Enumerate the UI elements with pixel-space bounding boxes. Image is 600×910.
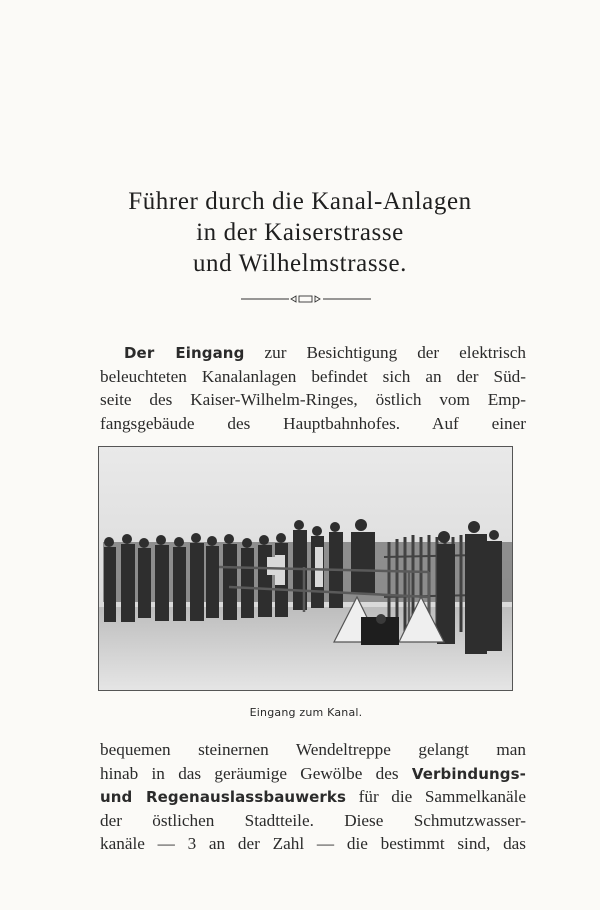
text-line: kanäle — 3 an der Zahl — die bestimmt sind, das <box>100 834 526 854</box>
text-line: der östlichen Stadtteile. Diese Schmutzwasser- <box>100 810 526 830</box>
text-line: hinab in das geräumige Gewölbe des Verbindungs- <box>100 763 526 783</box>
text-line: Der Eingang zur Besichtigung der elektrisch <box>124 343 526 362</box>
photo-image <box>99 447 513 691</box>
text-line: und Regenauslassbauwerks für die Sammelkanäle <box>100 787 526 807</box>
text-line: bequemen steinernen Wendeltreppe gelangt man <box>100 740 526 759</box>
text-line: seite des Kaiser-Wilhelm-Ringes, östlich vom Emp- <box>100 390 526 410</box>
text-line: beleuchteten Kanalanlagen befindet sich an der Süd- <box>100 366 526 386</box>
title-line-1: Führer durch die Kanal-Anlagen <box>128 188 472 215</box>
title-line-2: in der Kaiserstrasse <box>196 219 404 246</box>
bold-term: und Regenauslassbauwerks <box>100 788 347 807</box>
ornament-divider <box>241 293 371 305</box>
title-line-3: und Wilhelmstrasse. <box>192 250 408 277</box>
photo-canal-entrance <box>98 446 513 691</box>
paragraph-entrance <box>100 341 526 435</box>
text-line: fangsgebäude des Hauptbahnhofes. Auf einer <box>100 413 526 433</box>
paragraph-staircase <box>100 738 526 856</box>
figure-caption: Eingang zum Kanal. <box>249 706 363 719</box>
page-title <box>60 186 540 279</box>
bold-term: Verbindungs- <box>411 764 526 783</box>
bold-term: Der Eingang <box>124 344 245 362</box>
